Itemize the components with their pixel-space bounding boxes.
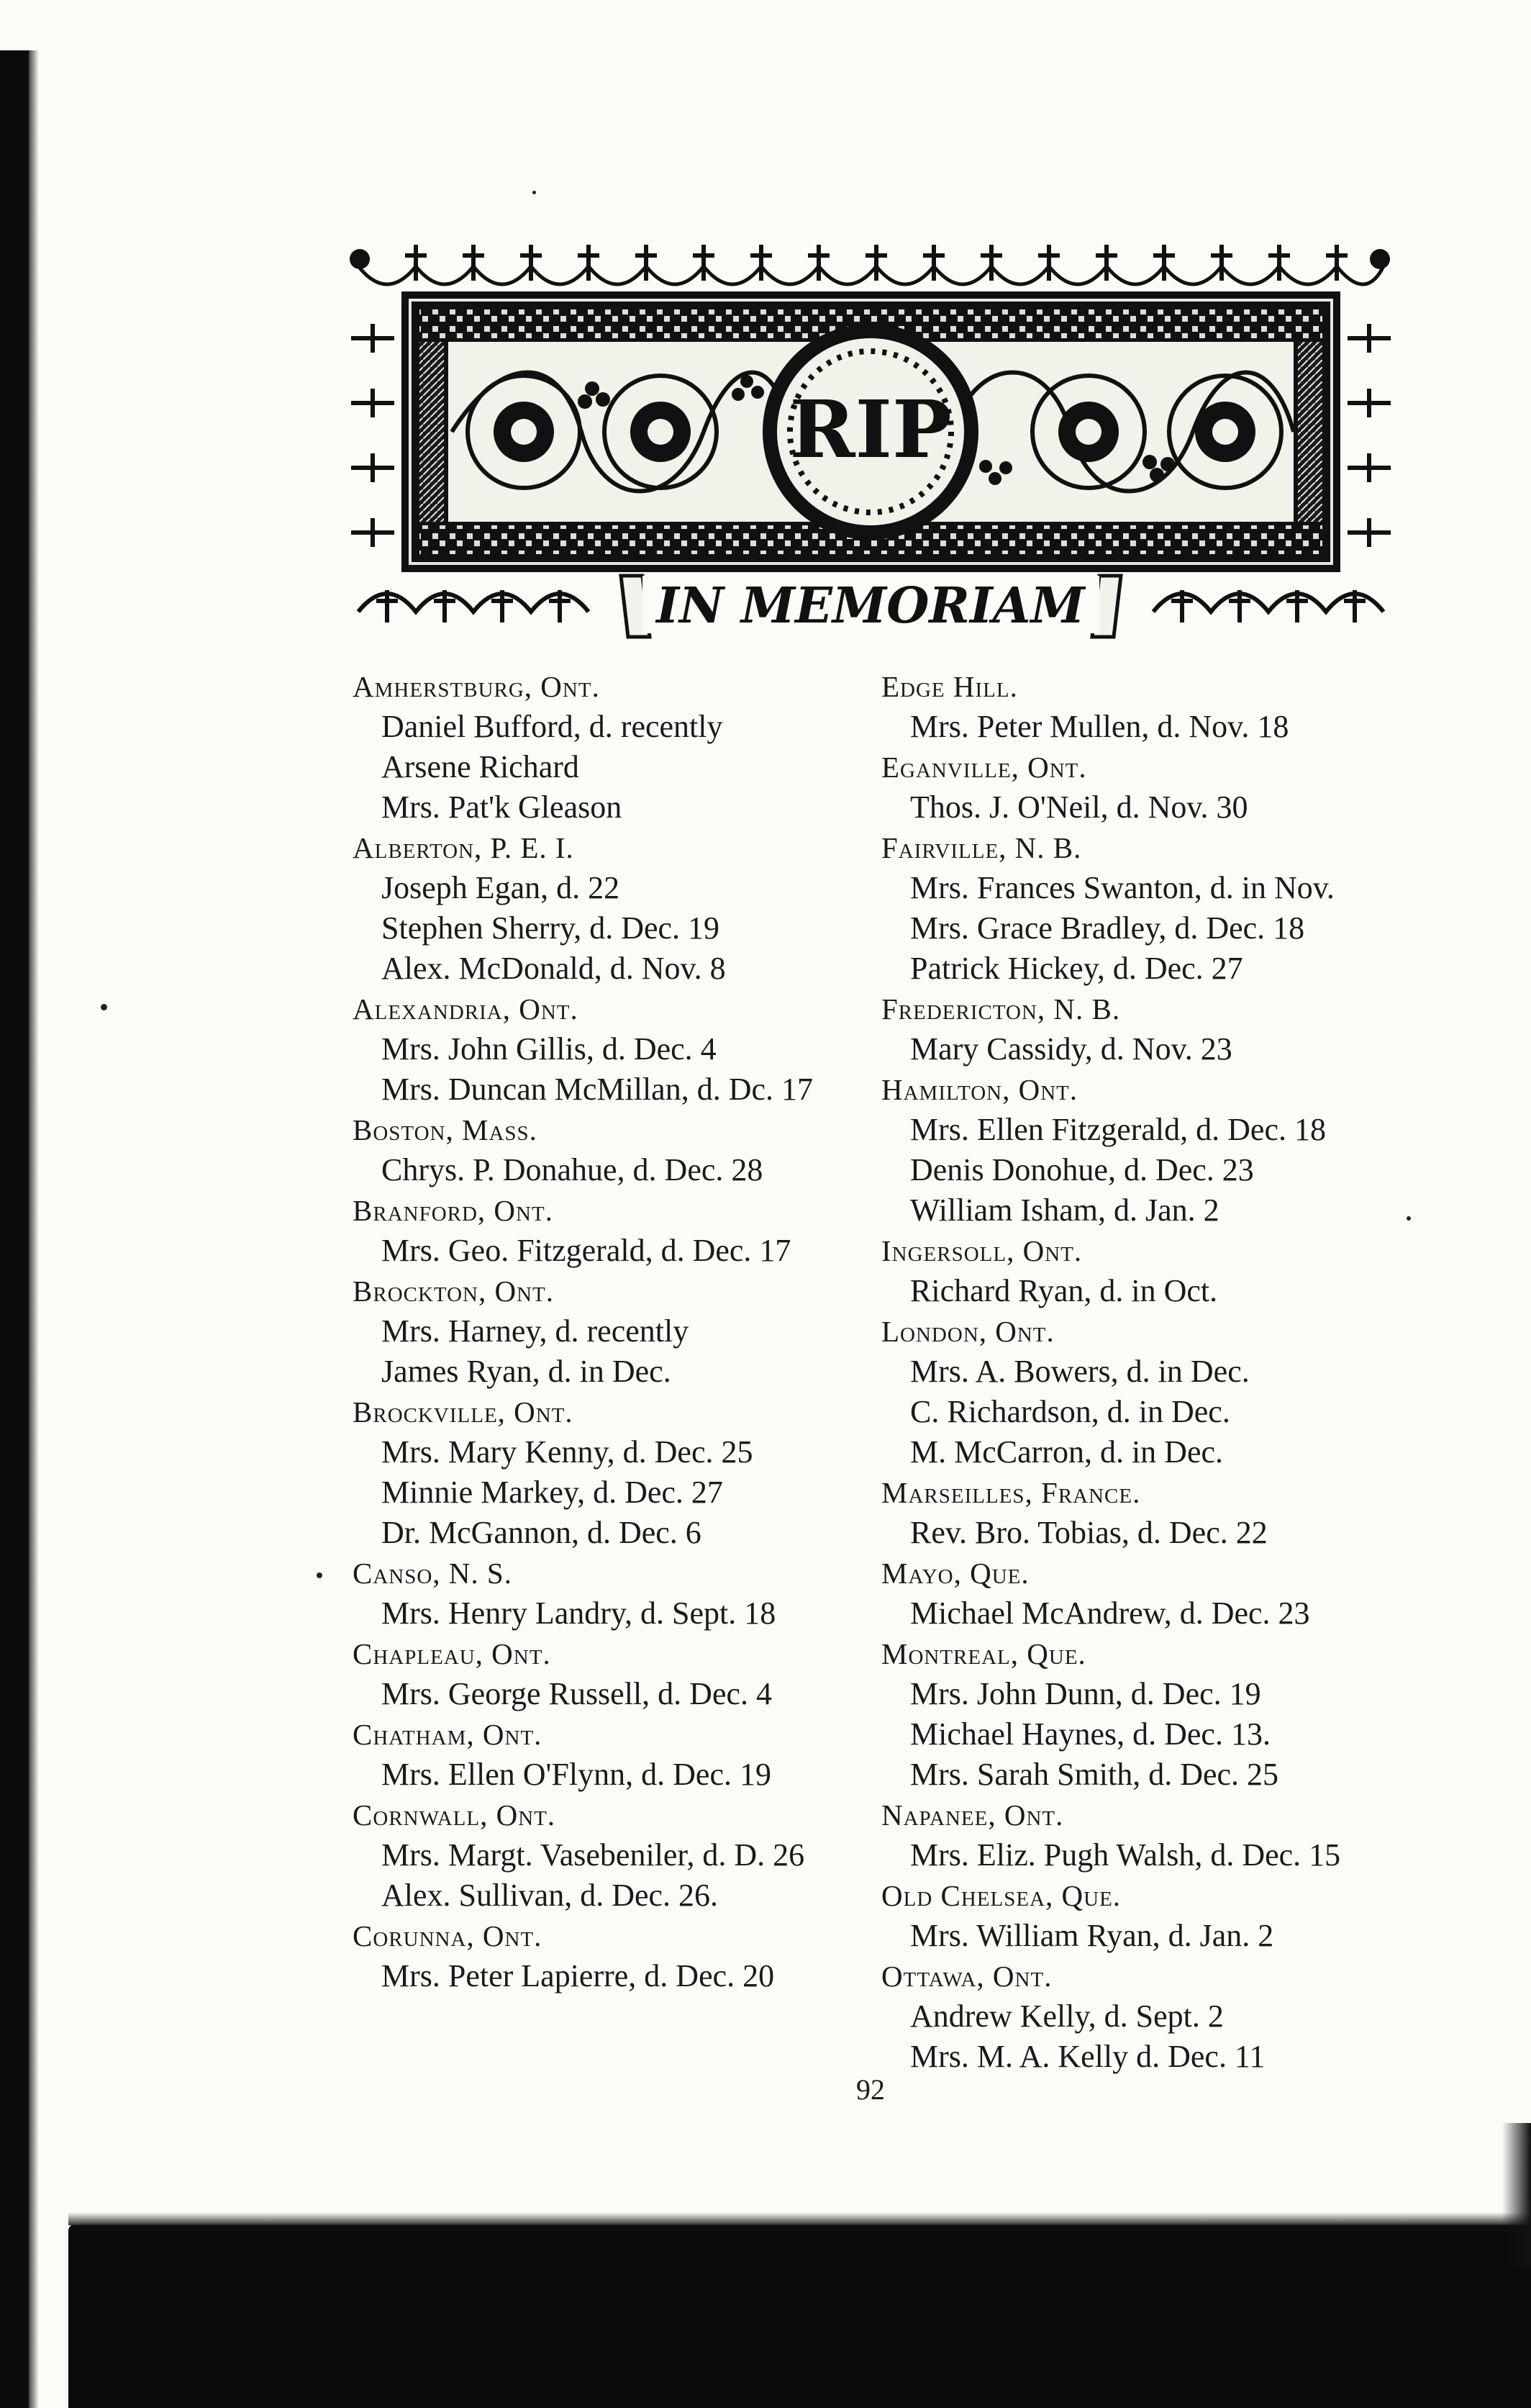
memorial-entry: Andrew Kelly, d. Sept. 2 bbox=[910, 1999, 1224, 2034]
place-heading: Eganville, Ont. bbox=[881, 751, 1087, 784]
in-memoriam-title: IN MEMORIAM bbox=[656, 577, 1085, 635]
memorial-entry: Mrs. Peter Lapierre, d. Dec. 20 bbox=[381, 1958, 775, 1993]
memorial-entry: Richard Ryan, d. in Oct. bbox=[910, 1273, 1218, 1308]
place-heading: Canso, N. S. bbox=[353, 1557, 512, 1590]
rip-medallion bbox=[763, 324, 978, 540]
memorial-entry: Rev. Bro. Tobias, d. Dec. 22 bbox=[910, 1515, 1268, 1550]
memorial-entry: Mrs. Sarah Smith, d. Dec. 25 bbox=[910, 1757, 1279, 1792]
place-heading: Hamilton, Ont. bbox=[881, 1073, 1078, 1106]
memorial-entry: Michael Haynes, d. Dec. 13. bbox=[910, 1716, 1271, 1752]
memorial-entry: William Isham, d. Jan. 2 bbox=[910, 1192, 1219, 1228]
memorial-entry: Thos. J. O'Neil, d. Nov. 30 bbox=[910, 789, 1248, 825]
memorial-entry: Stephen Sherry, d. Dec. 19 bbox=[381, 910, 720, 946]
memorial-entry: Alex. Sullivan, d. Dec. 26. bbox=[381, 1878, 719, 1913]
title-banner bbox=[621, 576, 1121, 637]
place-heading: Chatham, Ont. bbox=[353, 1718, 542, 1751]
memorial-entry: Denis Donohue, d. Dec. 23 bbox=[910, 1152, 1254, 1187]
memorial-entry: Mrs. Eliz. Pugh Walsh, d. Dec. 15 bbox=[910, 1837, 1341, 1873]
memorial-entry: M. McCarron, d. in Dec. bbox=[910, 1434, 1224, 1470]
place-heading: Alberton, P. E. I. bbox=[353, 831, 574, 864]
memorial-entry: Mary Cassidy, d. Nov. 23 bbox=[910, 1031, 1232, 1067]
page-number: 92 bbox=[856, 2073, 885, 2106]
scan-speck bbox=[317, 1572, 322, 1578]
place-heading: Napanee, Ont. bbox=[881, 1798, 1064, 1832]
place-heading: Corunna, Ont. bbox=[353, 1919, 542, 1952]
memorial-entry: C. Richardson, d. in Dec. bbox=[910, 1394, 1230, 1429]
place-heading: Ingersoll, Ont. bbox=[881, 1234, 1083, 1267]
memorial-entry: Patrick Hickey, d. Dec. 27 bbox=[910, 951, 1243, 986]
memorial-entry: Joseph Egan, d. 22 bbox=[381, 870, 620, 905]
memorial-entry: Mrs. Duncan McMillan, d. Dc. 17 bbox=[381, 1072, 814, 1107]
memorial-entry: Mrs. John Gillis, d. Dec. 4 bbox=[381, 1031, 717, 1067]
memorial-entry: Mrs. Grace Bradley, d. Dec. 18 bbox=[910, 910, 1305, 946]
place-heading: Branford, Ont. bbox=[353, 1194, 553, 1227]
memorial-entry: Daniel Bufford, d. recently bbox=[381, 709, 723, 744]
memorial-entry: Dr. McGannon, d. Dec. 6 bbox=[381, 1515, 701, 1550]
memorial-entry: Mrs. A. Bowers, d. in Dec. bbox=[910, 1354, 1250, 1389]
place-heading: Marseilles, France. bbox=[881, 1476, 1141, 1509]
memorial-entry: Mrs. Henry Landry, d. Sept. 18 bbox=[381, 1595, 776, 1631]
memorial-entry: Mrs. Ellen O'Flynn, d. Dec. 19 bbox=[381, 1757, 771, 1792]
memorial-entry: Mrs. M. A. Kelly d. Dec. 11 bbox=[910, 2039, 1266, 2074]
place-heading: London, Ont. bbox=[881, 1315, 1055, 1348]
place-heading: Montreal, Que. bbox=[881, 1637, 1086, 1670]
memorial-entry: Mrs. George Russell, d. Dec. 4 bbox=[381, 1676, 772, 1711]
memorial-entry: Mrs. Mary Kenny, d. Dec. 25 bbox=[381, 1434, 753, 1470]
place-heading: Brockton, Ont. bbox=[353, 1275, 555, 1308]
memorial-entry: Michael McAndrew, d. Dec. 23 bbox=[910, 1595, 1310, 1631]
scan-speck bbox=[101, 1004, 107, 1010]
memorial-entry: Mrs. John Dunn, d. Dec. 19 bbox=[910, 1676, 1261, 1711]
place-heading: Amherstburg, Ont. bbox=[353, 670, 600, 703]
memorial-column-right bbox=[881, 666, 1443, 2077]
memorial-column-left bbox=[353, 666, 885, 1996]
place-heading: Boston, Mass. bbox=[353, 1113, 537, 1146]
place-heading: Fairville, N. B. bbox=[881, 831, 1082, 864]
place-heading: Fredericton, N. B. bbox=[881, 992, 1121, 1026]
place-heading: Edge Hill. bbox=[881, 670, 1018, 703]
memorial-entry: Mrs. William Ryan, d. Jan. 2 bbox=[910, 1918, 1274, 1953]
scan-speck bbox=[532, 191, 536, 194]
place-heading: Old Chelsea, Que. bbox=[881, 1879, 1122, 1912]
memorial-entry: Mrs. Pat'k Gleason bbox=[381, 789, 622, 825]
place-heading: Alexandria, Ont. bbox=[353, 992, 578, 1026]
memorial-entry: Alex. McDonald, d. Nov. 8 bbox=[381, 951, 726, 986]
memorial-entry: Chrys. P. Donahue, d. Dec. 28 bbox=[381, 1152, 763, 1187]
place-heading: Cornwall, Ont. bbox=[353, 1798, 556, 1832]
top-fringe bbox=[358, 266, 1384, 284]
memorial-entry: Mrs. Frances Swanton, d. in Nov. bbox=[910, 870, 1335, 905]
memorial-entry: Mrs. Margt. Vasebeniler, d. D. 26 bbox=[381, 1837, 805, 1873]
place-heading: Chapleau, Ont. bbox=[353, 1637, 551, 1670]
rip-monogram: RIP bbox=[789, 383, 952, 476]
memorial-entry: Mrs. Harney, d. recently bbox=[381, 1313, 689, 1349]
place-heading: Mayo, Que. bbox=[881, 1557, 1030, 1590]
scan-border-left bbox=[0, 50, 29, 2408]
place-heading: Ottawa, Ont. bbox=[881, 1960, 1053, 1993]
memorial-entry: Arsene Richard bbox=[381, 749, 579, 784]
memorial-entry: Mrs. Peter Mullen, d. Nov. 18 bbox=[910, 709, 1289, 744]
memorial-entry: Mrs. Ellen Fitzgerald, d. Dec. 18 bbox=[910, 1112, 1326, 1147]
in-memoriam-header-ornament bbox=[344, 237, 1398, 641]
memorial-entry: Minnie Markey, d. Dec. 27 bbox=[381, 1475, 723, 1510]
place-heading: Brockville, Ont. bbox=[353, 1395, 573, 1429]
memorial-entry: James Ryan, d. in Dec. bbox=[381, 1354, 671, 1389]
scan-border-bottom bbox=[68, 2224, 1531, 2408]
memorial-entry: Mrs. Geo. Fitzgerald, d. Dec. 17 bbox=[381, 1233, 791, 1268]
scan-border-right bbox=[1502, 2123, 1531, 2267]
